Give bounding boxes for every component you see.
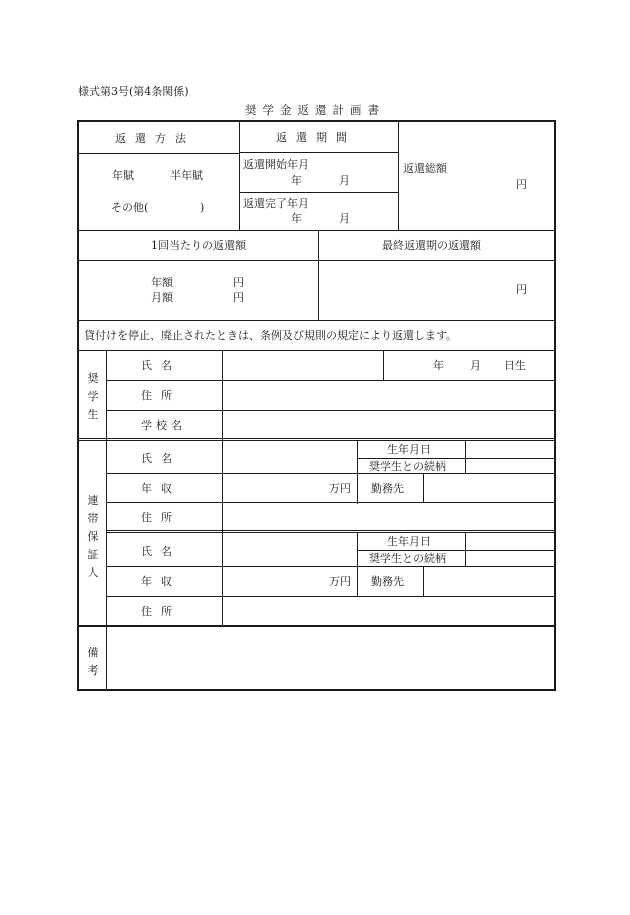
total-amount-yen: 円 <box>516 178 527 191</box>
per-time-amount-header: 1回当たりの返還額 <box>151 239 246 252</box>
monthly-amount-label: 月額 <box>151 291 173 304</box>
student-section-label: 奨学生 <box>87 372 99 421</box>
guarantor2-address-label: 住所 <box>141 605 181 618</box>
period-header: 返還期間 <box>276 131 356 144</box>
rule <box>465 440 466 473</box>
rule <box>79 230 554 231</box>
rule <box>423 566 424 596</box>
guarantor1-birthdate-label: 生年月日 <box>387 443 431 456</box>
rule <box>383 350 384 380</box>
guarantor-section-label: 連帯保証人 <box>87 494 99 579</box>
method-header: 返還方法 <box>115 132 195 145</box>
rule <box>106 566 554 567</box>
guarantor1-employer-label: 勤務先 <box>371 482 404 495</box>
rule <box>106 596 554 597</box>
guarantor1-relation-label: 奨学生との続柄 <box>369 460 446 473</box>
rule <box>357 532 358 596</box>
rule <box>79 438 554 441</box>
rule <box>106 350 107 689</box>
guarantor1-address-label: 住所 <box>141 511 181 524</box>
rule <box>239 122 240 230</box>
rule <box>318 230 319 320</box>
guarantor2-man-yen: 万円 <box>329 575 351 588</box>
guarantor2-birthdate-label: 生年月日 <box>387 535 431 548</box>
annual-installment: 年賦 <box>112 169 134 182</box>
guarantor2-employer-label: 勤務先 <box>371 575 404 588</box>
annual-amount-yen: 円 <box>233 276 244 289</box>
form-title: 奨学金返還計画書 <box>245 103 385 117</box>
repay-end-label: 返還完了年月 <box>243 197 309 210</box>
repayment-plan-form <box>77 120 556 691</box>
rule <box>106 473 554 474</box>
rule <box>106 502 554 503</box>
birth-day: 日生 <box>504 359 526 372</box>
semiannual-installment: 半年賦 <box>170 169 203 182</box>
final-amount-yen: 円 <box>516 283 527 296</box>
rule <box>106 380 554 381</box>
guarantor1-income-label: 年収 <box>141 482 181 495</box>
rule <box>79 260 554 261</box>
guarantor2-name-label: 氏名 <box>141 545 181 558</box>
repay-start-year: 年 <box>291 174 302 187</box>
remarks-label: 備考 <box>87 646 99 677</box>
other-method-label: その他( <box>111 201 149 214</box>
guarantor2-income-label: 年収 <box>141 575 181 588</box>
rule <box>423 473 424 502</box>
rule <box>239 152 398 153</box>
repay-end-year: 年 <box>291 212 302 225</box>
rule <box>106 410 554 411</box>
rule <box>357 550 554 551</box>
student-name-label: 氏名 <box>141 359 181 372</box>
other-method-close: ) <box>200 201 205 214</box>
rule <box>465 532 466 566</box>
repay-start-label: 返還開始年月 <box>243 158 309 171</box>
total-amount-label: 返還総額 <box>403 162 447 175</box>
rule <box>357 440 358 504</box>
rule <box>398 122 399 230</box>
annual-amount-label: 年額 <box>151 276 173 289</box>
form-number: 様式第3号(第4条関係) <box>78 85 189 98</box>
rule <box>239 192 398 193</box>
rule <box>79 320 554 321</box>
repay-end-month: 月 <box>339 212 350 225</box>
guarantor1-name-label: 氏名 <box>141 452 181 465</box>
birth-year: 年 <box>433 359 444 372</box>
rule <box>79 625 554 627</box>
final-amount-header: 最終返還期の返還額 <box>382 239 481 252</box>
guarantor1-man-yen: 万円 <box>329 482 351 495</box>
repay-start-month: 月 <box>339 174 350 187</box>
monthly-amount-yen: 円 <box>233 291 244 304</box>
rule <box>79 350 554 351</box>
school-name-label: 学校名 <box>141 419 186 432</box>
repayment-statement: 貸付けを停止、廃止されたときは、条例及び規則の規定により返還します。 <box>84 329 458 342</box>
rule <box>79 153 239 154</box>
rule <box>222 350 223 625</box>
birth-month: 月 <box>470 359 481 372</box>
guarantor2-relation-label: 奨学生との続柄 <box>369 552 446 565</box>
student-address-label: 住所 <box>141 389 181 402</box>
rule <box>106 530 554 533</box>
rule <box>357 458 554 459</box>
